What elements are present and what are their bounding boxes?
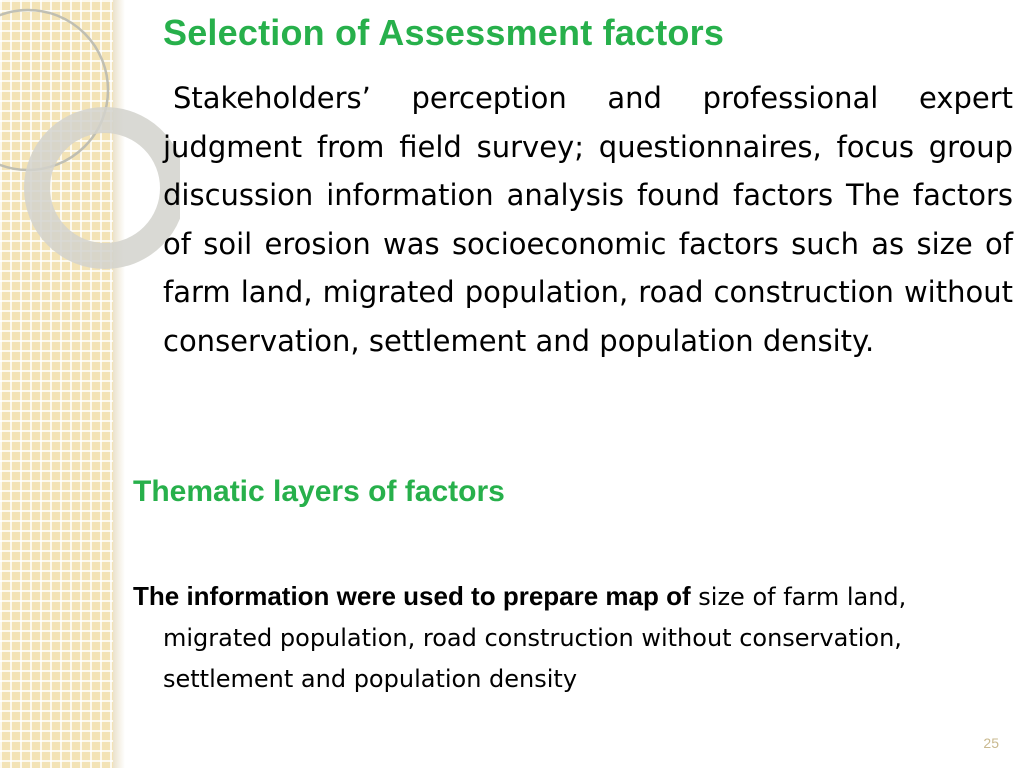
decorative-ring [37, 120, 173, 256]
section-title: Thematic layers of factors [133, 475, 505, 508]
decorative-arcs [0, 0, 180, 300]
map-paragraph [133, 576, 1023, 700]
slide-title: Selection of Assessment factors [163, 12, 725, 53]
page-number: 25 [983, 735, 999, 751]
map-items-text: size of farm land, migrated population, road construction without conservation, settlement and population density [163, 583, 907, 693]
map-lead-text: The information were used to prepare map of [133, 581, 691, 611]
body-paragraph: Stakeholders’ perception and professional expert judgment from field survey; questionnaires, focus group discussion information analysis found factors The factors of soil erosion was socioeconomic factors such as size of farm land, migrated population, road construction without conservation, settlement and population density. [163, 81, 1013, 358]
